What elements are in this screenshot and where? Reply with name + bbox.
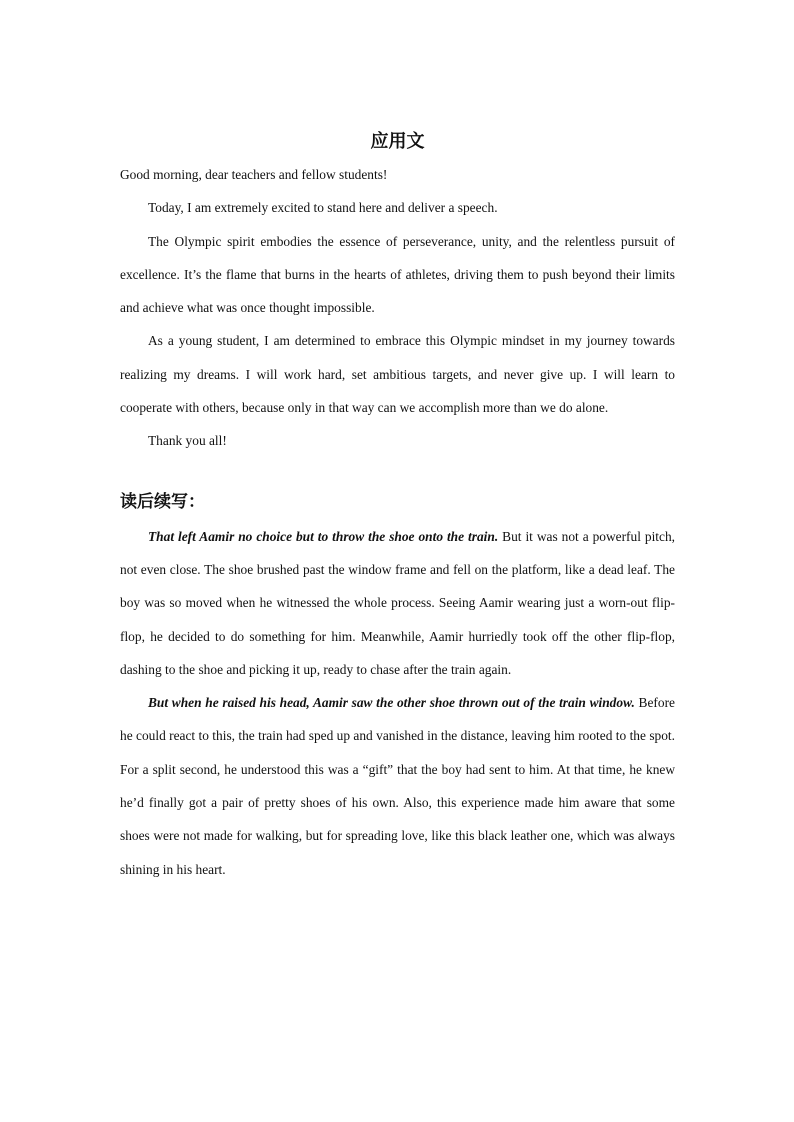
speech-closing: Thank you all! (148, 433, 227, 449)
continuation-title: 读后续写： (120, 491, 205, 512)
speech-greeting: Good morning, dear teachers and fellow students! (120, 167, 388, 182)
application-title: 应用文 (370, 131, 425, 152)
speech-paragraph-2: The Olympic spirit embodies the essence of perseverance, unity, and the relentless pursuit of excellence. It’s the flame that burns in the hearts of athletes, driving them to push beyond their limits and achieve what was once thought impossible. (120, 233, 675, 316)
continuation-paragraph-2-body: Before he could react to this, the train had sped up and vanished in the distance, leaving him rooted to the spot. For a split second, he understood this was a “gift” that the boy had sent to him. At that time, he knew he’d finally got a pair of pretty shoes of his own. Also, this experience made him aware that some shoes were not made for walking, but for spreading love, like this black leather one, which was always shining in his heart. (120, 695, 675, 877)
continuation-paragraph-1-body: But it was not a powerful pitch, not even close. The shoe brushed past the window frame and fell on the platform, like a dead leaf. The boy was so moved when he witnessed the whole process. Seeing Aamir wearing just a worn-out flip-flop, he decided to do something for him. Meanwhile, Aamir hurriedly took off the other flip-flop, dashing to the shoe and picking it up, ready to chase after the train again. (120, 528, 676, 677)
continuation-paragraph-1 (120, 520, 675, 686)
speech-paragraph-3: As a young student, I am determined to embrace this Olympic mindset in my journey towards realizing my dreams. I will work hard, set ambitious targets, and never give up. I will learn to cooperate with others, because only in that way can we accomplish more than we do alone. (120, 333, 675, 416)
document-page (120, 128, 675, 886)
continuation-paragraph-2-lead: But when he raised his head, Aamir saw the other shoe thrown out of the train window. (148, 695, 635, 711)
continuation-paragraph-1-lead: That left Aamir no choice but to throw the shoe onto the train. (148, 528, 499, 544)
speech-paragraph-1: Today, I am extremely excited to stand here and deliver a speech. (148, 200, 498, 216)
continuation-paragraph-2 (120, 686, 675, 886)
